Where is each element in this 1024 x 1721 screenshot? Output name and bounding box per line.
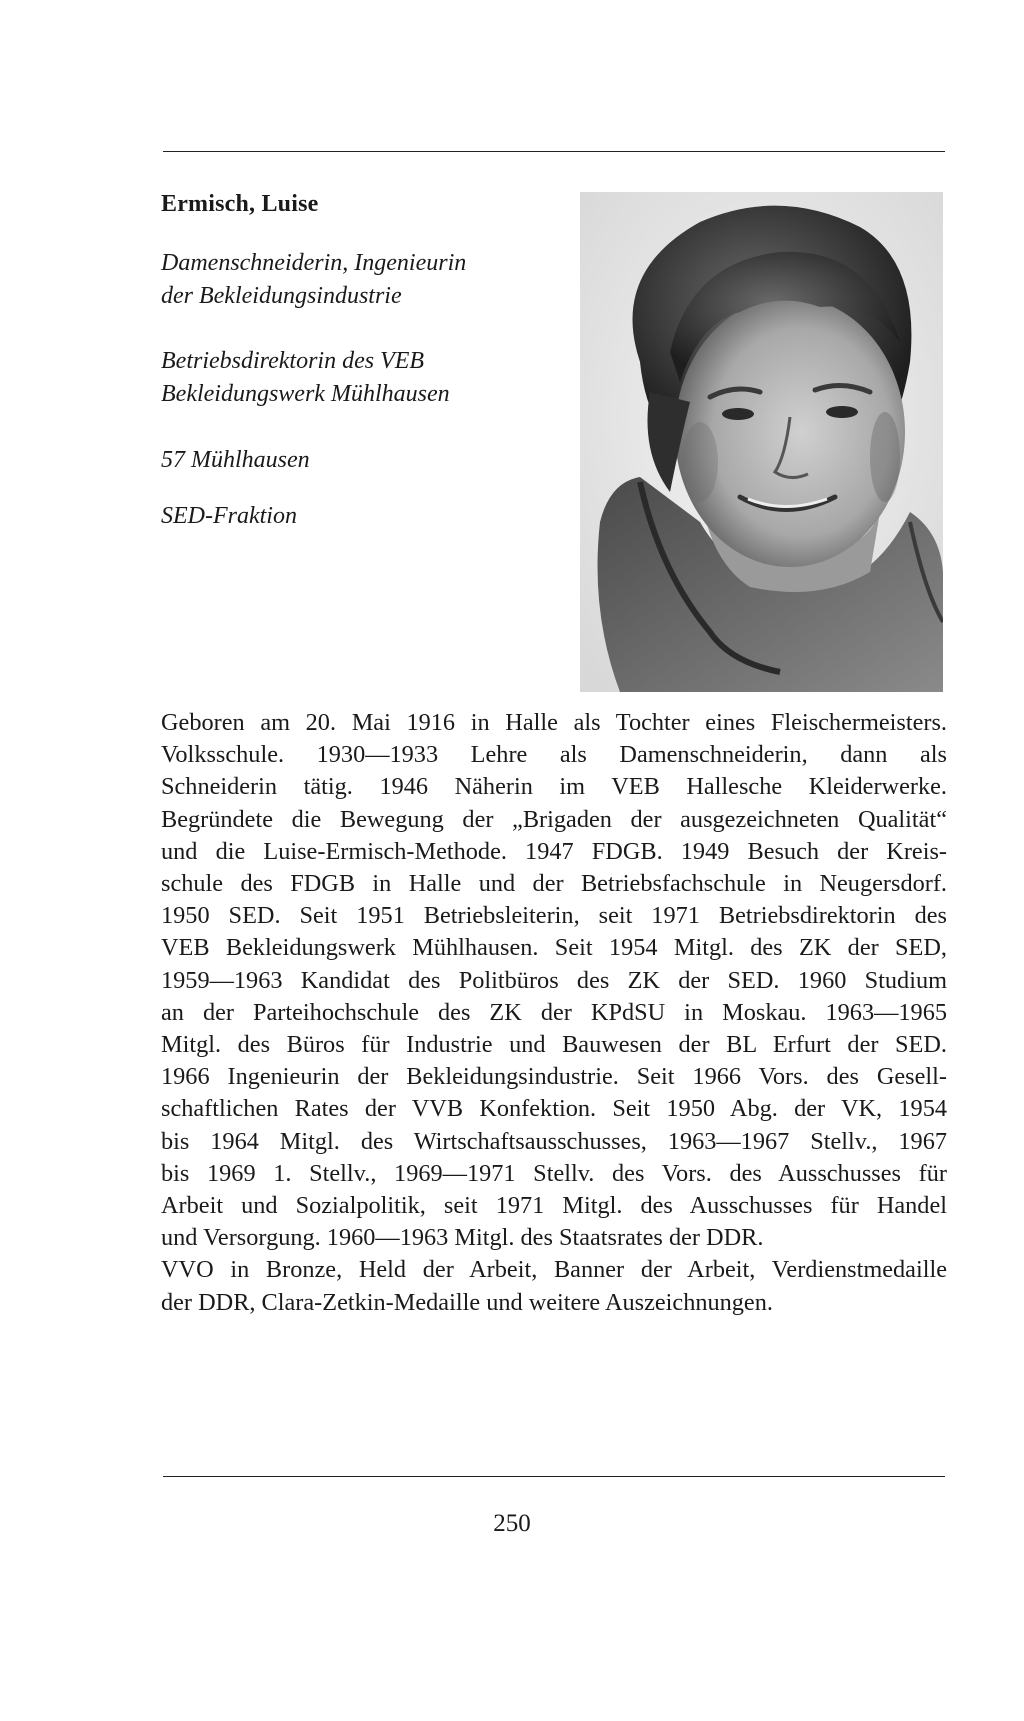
biography <box>161 707 947 1319</box>
bottom-rule <box>163 1476 945 1477</box>
bio-line: Volksschule. 1930—1933 Lehre als Damenschneiderin, dann als <box>161 741 947 769</box>
top-rule <box>163 151 945 152</box>
bio-line: Schneiderin tätig. 1946 Näherin im VEB Hallesche Kleiderwerke. <box>161 773 947 801</box>
bio-line: Geboren am 20. Mai 1916 in Halle als Tochter eines Fleischermeisters. <box>161 709 947 736</box>
bio-line: bis 1964 Mitgl. des Wirtschaftsausschusses, 1963—1967 Stellv., 1967 <box>161 1127 947 1155</box>
position-line: Bekleidungswerk Mühlhausen <box>161 381 450 407</box>
bio-line: schaftlichen Rates der VVB Konfektion. Seit 1950 Abg. der VK, 1954 <box>161 1095 947 1123</box>
bio-line: VEB Bekleidungswerk Mühlhausen. Seit 1954 Mitgl. des ZK der SED, <box>161 934 947 962</box>
portrait-photo <box>580 192 943 692</box>
bio-line: 1966 Ingenieurin der Bekleidungsindustrie. Seit 1966 Vors. des Gesell- <box>161 1063 947 1091</box>
position-line: Betriebsdirektorin des VEB <box>161 348 425 374</box>
profession <box>161 247 466 313</box>
bio-line: und Versorgung. 1960—1963 Mitgl. des Staatsrates der DDR. <box>161 1224 764 1252</box>
bio-line: und die Luise-Ermisch-Methode. 1947 FDGB. 1949 Besuch der Kreis- <box>161 837 947 865</box>
bio-line: 1950 SED. Seit 1951 Betriebsleiterin, seit 1971 Betriebsdirektorin des <box>161 902 947 930</box>
bio-line: Begründete die Bewegung der „Brigaden der ausgezeichneten Qualität“ <box>161 805 947 833</box>
bio-line: der DDR, Clara-Zetkin-Medaille und weitere Auszeichnungen. <box>161 1288 773 1316</box>
profession-line: der Bekleidungsindustrie <box>161 283 402 309</box>
location: 57 Mühlhausen <box>161 447 310 473</box>
bio-line: VVO in Bronze, Held der Arbeit, Banner der Arbeit, Verdienstmedaille <box>161 1256 947 1284</box>
bio-line: bis 1969 1. Stellv., 1969—1971 Stellv. des Vors. des Ausschusses für <box>161 1159 947 1187</box>
entry-name: Ermisch, Luise <box>161 191 319 217</box>
bio-line: 1959—1963 Kandidat des Politbüros des ZK der SED. 1960 Studium <box>161 966 947 994</box>
position <box>161 345 450 411</box>
faction: SED-Fraktion <box>161 503 297 529</box>
bio-line: an der Parteihochschule des ZK der KPdSU in Moskau. 1963—1965 <box>161 998 947 1026</box>
page-number: 250 <box>493 1510 531 1537</box>
profession-line: Damenschneiderin, Ingenieurin <box>161 250 467 276</box>
bio-line: Arbeit und Sozialpolitik, seit 1971 Mitgl. des Ausschusses für Handel <box>161 1192 947 1220</box>
bio-line: schule des FDGB in Halle und der Betriebsfachschule in Neugersdorf. <box>161 870 947 898</box>
bio-line: Mitgl. des Büros für Industrie und Bauwesen der BL Erfurt der SED. <box>161 1031 947 1059</box>
